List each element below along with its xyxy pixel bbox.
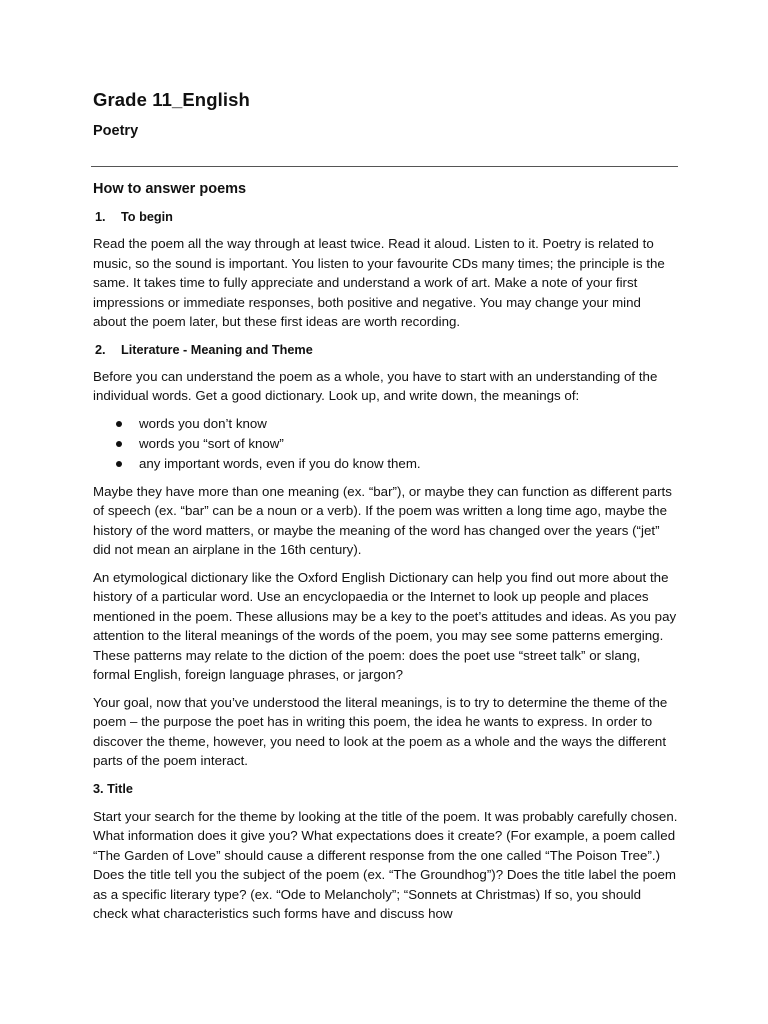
bullet-icon xyxy=(116,441,122,447)
document-subtitle: Poetry xyxy=(93,123,139,139)
document-content xyxy=(93,86,678,921)
bullet-item xyxy=(93,434,678,454)
section-1-number: 1. xyxy=(95,210,106,224)
section-2-number: 2. xyxy=(95,342,106,357)
section-3-paragraph-1: Start your search for the theme by looking at the title of the poem. It was probably carefully chosen. What information does it give you? What expectations does it create? (For example, a poem called “The Garden of Love” should cause a different response from the one called “The Poison Tree”.) Does the title tell you the subject of the poem (ex. “The Groundhog”)? Does the title label the poem as a specific literary type? (ex. “Ode to Melancholy”; “Sonnets at Christmas) If so, you should check what characteristics such forms have and discuss how xyxy=(93,808,678,921)
horizontal-divider xyxy=(91,166,678,167)
section-2-paragraph-3: Your goal, now that you’ve understood the literal meanings, is to try to determine the theme of the poem – the purpose the poet has in writing this poem, the idea he wants to express. In order to discover the theme, however, you need to look at the poem as a whole and the ways the different parts of the poem interact. xyxy=(93,694,668,768)
document-title: Grade 11_English xyxy=(93,89,250,110)
section-2-title: Literature - Meaning and Theme xyxy=(121,342,313,357)
section-3-heading: 3. Title xyxy=(93,781,133,796)
bullet-icon xyxy=(116,421,122,427)
bullet-item xyxy=(93,414,678,434)
section-1-paragraph-1: Read the poem all the way through at least twice. Read it aloud. Listen to it. Poetry is related to music, so the sound is important. You listen to your favourite CDs many times; the principle is the same. It takes time to fully appreciate and understand a work of art. Make a note of your first impressions or immediate responses, both positive and negative. You may change your mind about the poem later, but these first ideas are worth recording. xyxy=(93,236,665,329)
bullet-text: words you don’t know xyxy=(139,415,267,431)
bullet-text: words you “sort of know” xyxy=(139,435,284,451)
section-2-paragraph-2: An etymological dictionary like the Oxford English Dictionary can help you find out more about the history of a particular word. Use an encyclopaedia or the Internet to look up people and places mentioned in the poem. These allusions may be a key to the poet’s attitudes and ideas. As you pay attention to the literal meanings of the words of the poem, you may see some patterns emerging. These patterns may relate to the diction of the poem: does the poet use “street talk” or slang, formal English, foreign language phrases, or jargon? xyxy=(93,569,677,682)
body-flow xyxy=(93,207,678,932)
section-1-title: To begin xyxy=(121,210,173,224)
section-2-intro: Before you can understand the poem as a whole, you have to start with an understanding of the individual words. Get a good dictionary. Look up, and write down, the meanings of: xyxy=(93,368,658,403)
section-2-paragraph-1: Maybe they have more than one meaning (ex. “bar”), or maybe they can function as different parts of speech (ex. “bar” can be a noun or a verb). If the poem was written a long time ago, maybe the history of the word matters, or maybe the meaning of the word has changed over the years (“jet” did not mean an airplane in the 16th century). xyxy=(93,483,672,557)
bullet-item xyxy=(93,454,678,474)
section-1-heading xyxy=(93,207,678,227)
bullet-text: any important words, even if you do know them. xyxy=(139,455,421,471)
bullet-icon xyxy=(116,461,122,467)
section-2-heading xyxy=(93,340,678,360)
bullet-list xyxy=(93,414,678,474)
section-heading: How to answer poems xyxy=(93,181,247,197)
